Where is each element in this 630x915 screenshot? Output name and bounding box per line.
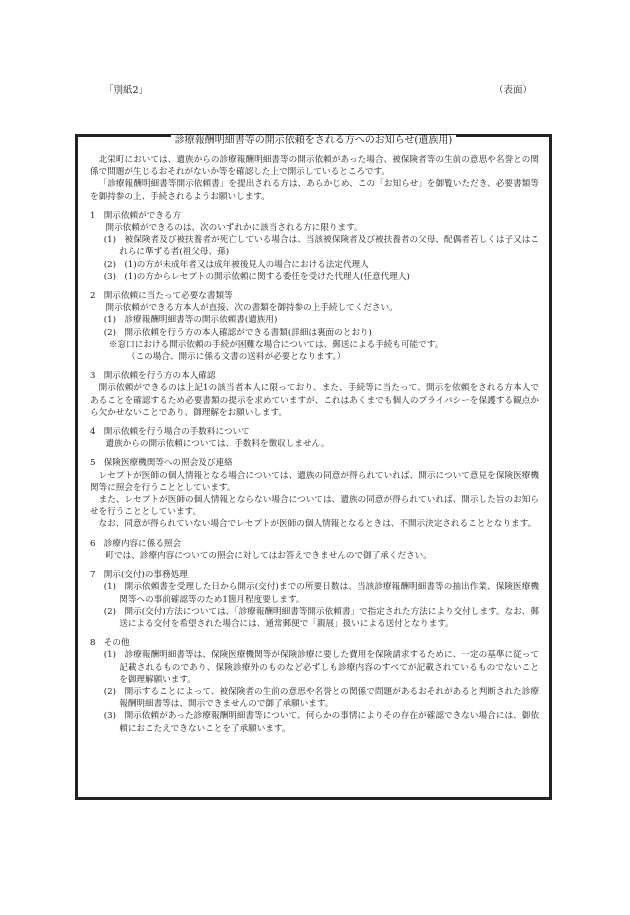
section-6 [90,538,539,562]
section-8-item-1: (1) 診療報酬明細書等は、保険医療機関等が保険診療に要した費用を保険請求するために、一定の基準に従って記載されるものであり、保険診療外のものなど必ずしも診療内容のすべてが記載されているものでないことを御理解願います。 [103,650,539,685]
section-4-body: 遺族からの開示依頼については、手数料を徴収しません。 [105,439,330,450]
notice-title-wrap [78,128,549,147]
section-7-item-1: (1) 開示依頼書を受理した日から開示(交付)までの所要日数は、当該診療報酬明細書等の抽出作業、保険医療機関等への事前確認等のため1箇月程度要します。 [103,582,539,605]
section-1-item-1: (1) 被保険者及び被扶養者が死亡している場合は、当該被保険者及び被扶養者の父母、配偶者若しくは子又はこれらに準ずる者(祖父母、孫) [103,235,539,258]
section-2-heading: 2 開示依頼に当たって必要な書類等 [90,291,233,302]
section-8-item-3: (3) 開示依頼があった診療報酬明細書等について、何らかの事情によりその存在が確認できない場合には、御依頼におこたえできないことを了承願います。 [103,711,539,734]
front-side-label: （表面） [494,85,533,96]
section-5-paragraph-2: また、レセプトが医師の個人情報とならない場合については、遺族の同意が得られていれば、開示した旨のお知らせを行うこととしています。 [90,495,539,518]
section-3-heading: 3 開示依頼を行う方の本人確認 [90,371,216,382]
section-4 [90,426,539,450]
section-5-paragraph-3: なお、同意が得られていない場合でレセプトが医師の個人情報となるときは、不開示決定されることとなります。 [98,519,537,530]
section-5-paragraph-1: レセプトが医師の個人情報となる場合については、遺族の同意が得られていれば、開示について意見を保険医療機関等に照会を行うこととしています。 [90,470,539,493]
section-1-item-3: (3) (1)の方からレセプトの開示依頼に関する委任を受けた代理人(任意代理人) [103,271,410,282]
section-7-item-2: (2) 開示(交付)方法については、「診療報酬明細書等開示依頼書」で指定された方法により交付します。なお、郵送による交付を希望された場合には、通常郵便で「親展」扱いによる送付となります。 [103,606,539,629]
section-8 [90,637,539,735]
notice-frame [75,134,552,800]
notice-content [90,154,539,735]
section-2-item-1: (1) 診療報酬明細書等の開示依頼書(遺族用) [103,315,278,326]
section-2 [90,290,539,363]
intro-paragraph-1: 北栄町においては、遺族からの診療報酬明細書等の開示依頼があった場合、被保険者等の生前の意思や名誉との関係で問題が生じるおそれがないか等を確認した上で開示しているところです。 [90,155,539,178]
section-3-body: 開示依頼ができるのは上記1の該当者本人に限っており、また、手続等に当たって、開示を依頼をされる方本人であることを確認するため必要書類の提示を求めていますが、これはあくまでも個人のプライバシーを保護する観点から欠かせないことであり、御理解をお願いします。 [90,383,539,418]
section-3 [90,370,539,419]
section-8-item-2: (2) 開示することによって、被保険者の生前の意思や名誉との関係で問題があるおそれがあると判断された診療報酬明細書等は、開示できませんので御了承願います。 [103,686,539,710]
section-7 [90,569,539,630]
section-1-lead: 開示依頼ができるのは、次のいずれかに該当される方に限ります。 [105,223,363,234]
section-5-heading: 5 保険医療機関等への照会及び連絡 [90,458,233,469]
section-5 [90,457,539,530]
section-2-note: ※窓口における開示依頼の手続が困難な場合については、郵送による手続も可能です。 [108,339,444,350]
attachment-label: 「別紙2」 [104,85,149,96]
section-2-lead: 開示依頼ができる方本人が直接、次の書類を御持参の上手続してください。 [105,303,398,314]
section-6-body: 町では、診療内容についての照会に対してはお答えできませんので御了承ください。 [105,550,432,561]
section-1-item-2: (2) (1)の方が未成年者又は成年被後見人の場合における法定代理人 [103,259,369,270]
section-6-heading: 6 診療内容に係る照会 [90,538,182,549]
intro-paragraph-2: 「診療報酬明細書等開示依頼書」を提出される方は、あらかじめ、この「お知らせ」を御覧いただき、必要書類等を御持参の上、手続されるようお願いします。 [90,179,539,202]
notice-title: 診療報酬明細書等の開示依頼をされる方へのお知らせ(遺族用) [171,135,457,146]
section-8-heading: 8 その他 [90,638,130,649]
section-7-heading: 7 開示(交付)の事務処理 [90,570,188,581]
section-2-item-2: (2) 開示依頼を行う方の本人確認ができる書類(詳細は裏面のとおり) [103,327,372,338]
section-2-note-detail: （この場合、開示に係る文書の送料が必要となります。） [126,352,346,363]
section-1-heading: 1 開示依頼ができる方 [90,210,182,221]
section-4-heading: 4 開示依頼を行う場合の手数料について [90,427,250,438]
section-1 [90,210,539,283]
